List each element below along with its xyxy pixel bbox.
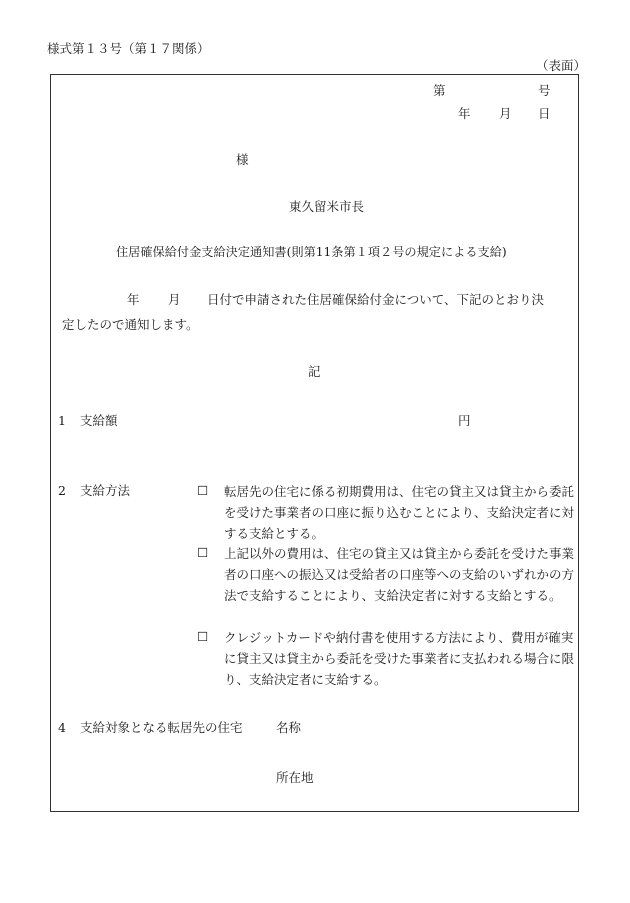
body-line2: 定したので通知します。 bbox=[62, 317, 199, 332]
checkbox-option-1[interactable]: ☐ bbox=[197, 483, 209, 498]
date-day: 日 bbox=[538, 106, 551, 121]
option-3-text: クレジットカードや納付書を使用する方法により、費用が確実に貸主又は貸主から委託を受けた事業者に支払われる場合に限り、支給決定者に支給する。 bbox=[224, 630, 575, 687]
item2-number: 2 bbox=[58, 483, 66, 498]
item1-unit: 円 bbox=[458, 413, 471, 428]
item2-label: 支給方法 bbox=[80, 483, 131, 498]
item4-label: 支給対象となる転居先の住宅 bbox=[80, 720, 243, 735]
body-month: 月 bbox=[168, 292, 181, 307]
checkbox-option-2[interactable]: ☐ bbox=[197, 545, 209, 560]
item4-number: 4 bbox=[58, 720, 66, 735]
body-line1: 日付で申請された住居確保給付金について、下記のとおり決 bbox=[207, 292, 545, 307]
option-1-text: 転居先の住宅に係る初期費用は、住宅の貸主又は貸主から委託を受けた事業者の口座に振り込むことにより、支給決定者に対する支給とする。 bbox=[224, 484, 575, 541]
number-go: 号 bbox=[538, 83, 551, 98]
item1-label: 支給額 bbox=[80, 413, 118, 428]
date-year: 年 bbox=[458, 106, 471, 121]
checkbox-option-3[interactable]: ☐ bbox=[197, 629, 209, 644]
item4-name-label: 名称 bbox=[276, 720, 302, 735]
side-label: （表面） bbox=[536, 58, 587, 73]
body-year: 年 bbox=[127, 292, 140, 307]
item4-address-label: 所在地 bbox=[276, 770, 314, 785]
ki-marker: 記 bbox=[308, 364, 321, 379]
form-number: 様式第１３号（第１７関係） bbox=[47, 41, 210, 56]
document-title: 住居確保給付金支給決定通知書(則第11条第１項２号の規定による支給) bbox=[116, 245, 507, 259]
option-2-text: 上記以外の費用は、住宅の貸主又は貸主から委託を受けた事業者の口座への振込又は受給者の口座等への支給のいずれかの方法で支給することにより、支給決定者に対する支給とする。 bbox=[224, 546, 575, 603]
document-frame bbox=[50, 74, 579, 812]
item1-number: 1 bbox=[58, 413, 66, 428]
number-dai: 第 bbox=[433, 83, 446, 98]
date-month: 月 bbox=[499, 106, 512, 121]
sender: 東久留米市長 bbox=[289, 199, 365, 214]
addressee-sama: 様 bbox=[236, 152, 249, 167]
